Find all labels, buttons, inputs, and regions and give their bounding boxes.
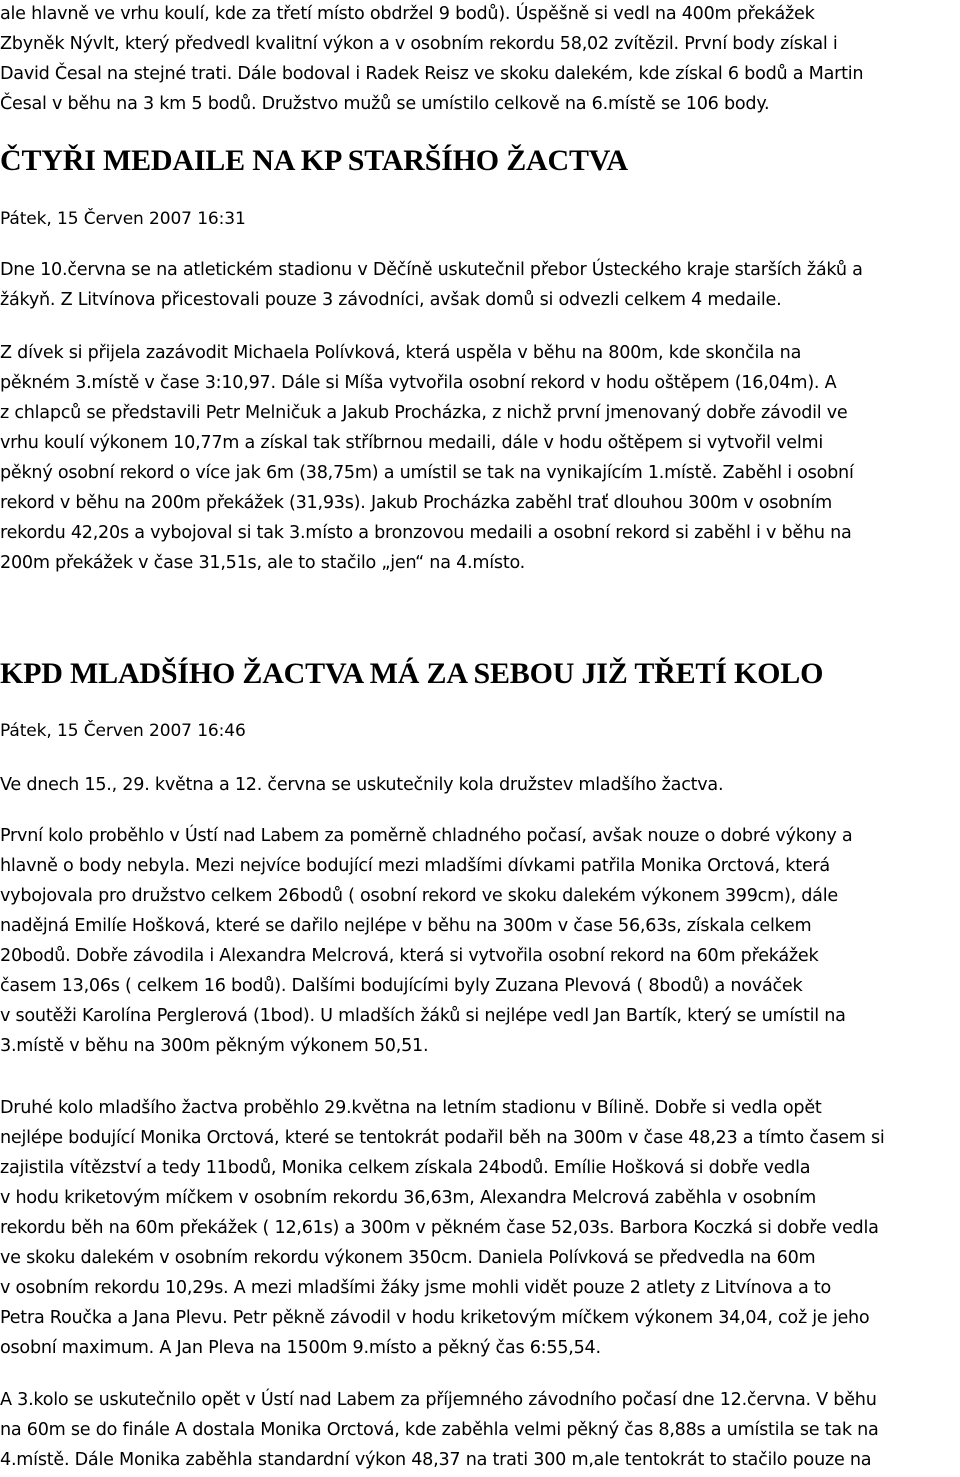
article2-paragraph-2: První kolo proběhlo v Ústí nad Labem za poměrně chladného počasí, avšak nouze o dobré výkony a hlavně o body nebyla. Mezi nejvíce bodující mezi mladšími dívkami patřila Monika Orctová, která vybojovala pro družstvo celkem 26bodů ( osobní rekord ve skoku dalekém výkonem 399cm), dále nadějná Emilíe Hošková, které se dařilo nejlépe v běhu na 300m v čase 56,63s, získala celkem 20bodů. Dobře závodila i Alexandra Melcrová, která si vytvořila osobní rekord na 60m překážek časem 13,06s ( celkem 16 bodů). Dalšími bodujícími byly Zuzana Plevová ( 8bodů) a nováček v soutěži Karolína Perglerová (1bod). U mladších žáků si nejlépe vedl Jan Bartík, který se umístil na 3.místě v běhu na 300m pěkným výkonem 50,51. — [0, 826, 853, 1056]
article2-paragraph-4: A 3.kolo se uskutečnilo opět v Ústí nad Labem za příjemného závodního počasí dne 12.června. V běhu na 60m se do finále A dostala Monika Orctová, kde zaběhla velmi pěkný čas 8,88s a umístila se tak na 4.místě. Dále Monika zaběhla standardní výkon 48,37 na trati 300 m,ale tentokrát to stačilo pouze na — [0, 1390, 879, 1470]
article1-paragraph-2: Z dívek si přijela zazávodit Michaela Polívková, která uspěla v běhu na 800m, kde skončila na pěkném 3.místě v čase 3:10,97. Dále si Míša vytvořila osobní rekord v hodu oštěpem (16,04m). A z chlapců se představili Petr Melničuk a Jakub Procházka, z nichž první jmenovaný dobře závodil ve vrhu koulí výkonem 10,77m a získal tak stříbrnou medaili, dále v hodu oštěpem si vytvořil velmi pěkný osobní rekord o více jak 6m (38,75m) a umístil se tak na vynikajícím 1.místě. Zaběhl i osobní rekord v běhu na 200m překážek (31,93s). Jakub Procházka zaběhl trať dlouhou 300m v osobním rekordu 42,20s a vybojoval si tak 3.místo a bronzovou medaili a osobní rekord si zaběhl i v běhu na 200m překážek v čase 31,51s, ale to stačilo „jen“ na 4.místo. — [0, 343, 854, 573]
article2-paragraph-1: Ve dnech 15., 29. května a 12. června se uskutečnily kola družstev mladšího žactva. — [0, 775, 724, 795]
article-title-1[interactable]: ČTYŘI MEDAILE NA KP STARŠÍHO ŽACTVA — [0, 144, 628, 177]
article1-paragraph-1: Dne 10.června se na atletickém stadionu v Děčíně uskutečnil přebor Ústeckého kraje starších žáků a žákyň. Z Litvínova přicestovali pouze 3 závodníci, avšak domů si odvezli celkem 4 medaile. — [0, 260, 863, 310]
article2-paragraph-3: Druhé kolo mladšího žactva proběhlo 29.května na letním stadionu v Bílině. Dobře si vedla opět nejlépe bodující Monika Orctová, které se tentokrát podařil běh na 300m v čase 48,23 a tímto časem si zajistila vítězství a tedy 11bodů, Monika celkem získala 24bodů. Emílie Hošková si dobře vedla v hodu kriketovým míčkem v osobním rekordu 36,63m, Alexandra Melcrová zaběhla v osobním rekordu běh na 60m překážek ( 12,61s) a 300m v pěkném čase 52,03s. Barbora Koczká si dobře vedla ve skoku dalekém v osobním rekordu výkonem 350cm. Daniela Polívková se předvedla na 60m v osobním rekordu 10,29s. A mezi mladšími žáky jsme mohli vidět pouze 2 atlety z Litvínova a to Petra Roučka a Jana Plevu. Petr pěkně závodil v hodu kriketovým míčkem výkonem 34,04, což je jeho osobní maximum. A Jan Pleva na 1500m 9.místo a pěkný čas 6:55,54. — [0, 1098, 885, 1358]
intro-paragraph: ale hlavně ve vrhu koulí, kde za třetí místo obdržel 9 bodů). Úspěšně si vedl na 400m překážek Zbyněk Nývlt, který předvedl kvalitní výkon a v osobním rekordu 58,02 zvítězil. První body získal i David Česal na stejné trati. Dále bodoval i Radek Reisz ve skoku dalekém, kde získal 6 bodů a Martin Česal v běhu na 3 km 5 bodů. Družstvo mužů se umístilo celkově na 6.místě se 106 body. — [0, 4, 864, 114]
article-date-2: Pátek, 15 Červen 2007 16:46 — [0, 721, 246, 741]
article-date-1: Pátek, 15 Červen 2007 16:31 — [0, 209, 246, 229]
article-title-2[interactable]: KPD MLADŠÍHO ŽACTVA MÁ ZA SEBOU JIŽ TŘETÍ KOLO — [0, 657, 824, 690]
